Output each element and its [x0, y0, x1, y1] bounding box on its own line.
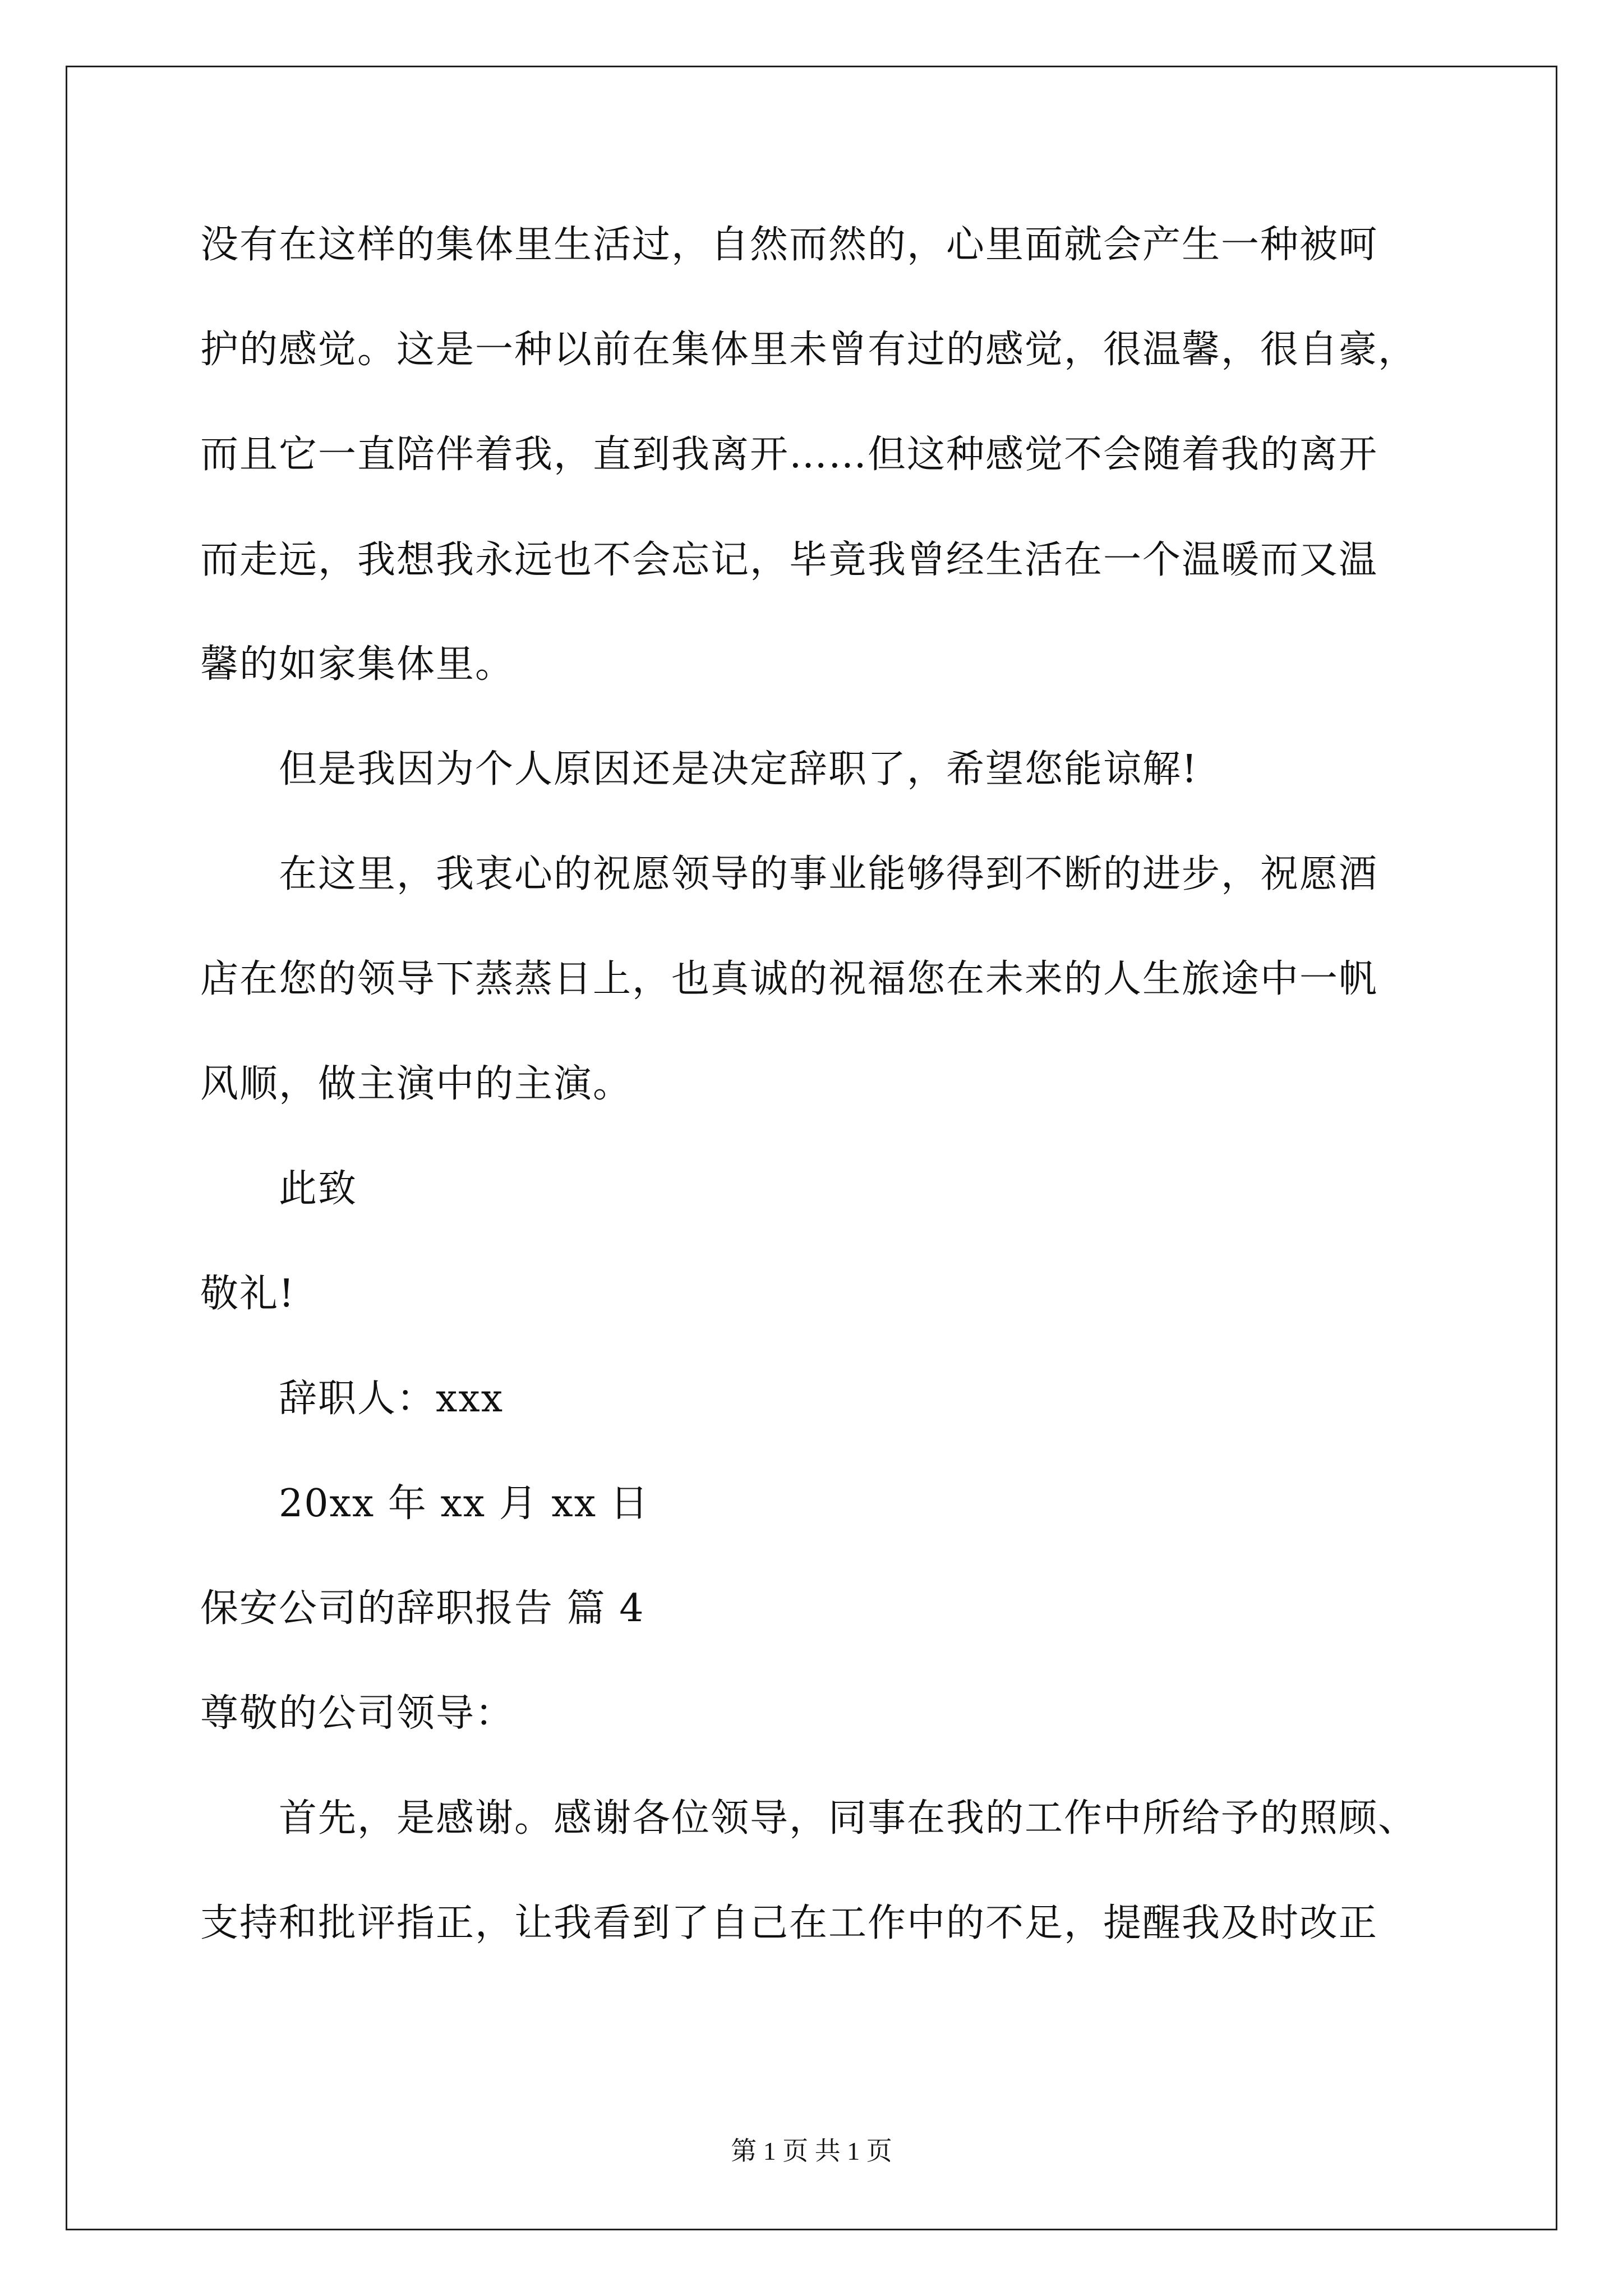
paragraph-line: 风顺，做主演中的主演。 [200, 1062, 633, 1106]
greeting-line: 尊敬的公司领导： [200, 1691, 515, 1736]
section-heading: 保安公司的辞职报告 篇 4 [200, 1586, 645, 1631]
date-line: 20xx 年 xx 月 xx 日 [279, 1481, 649, 1526]
signature-line: 辞职人：xxx [279, 1377, 504, 1421]
closing-regards: 敬礼! [200, 1272, 296, 1316]
paragraph-line: 而走远，我想我永远也不会忘记，毕竟我曾经生活在一个温暖而又温 [200, 538, 1378, 582]
paragraph-line: 支持和批评指正，让我看到了自己在工作中的不足，提醒我及时改正 [200, 1901, 1378, 1945]
page-footer: 第 1 页 共 1 页 [731, 2137, 892, 2165]
paragraph-line: 馨的如家集体里。 [200, 642, 515, 687]
paragraph-line: 没有在这样的集体里生活过，自然而然的，心里面就会产生一种被呵 [200, 223, 1378, 267]
paragraph-line: 而且它一直陪伴着我，直到我离开……但这种感觉不会随着我的离开 [200, 432, 1378, 477]
paragraph-line: 首先，是感谢。感谢各位领导，同事在我的工作中所给予的照顾、 [279, 1796, 1418, 1841]
paragraph-line: 在这里，我衷心的祝愿领导的事业能够得到不断的进步，祝愿酒 [279, 852, 1378, 896]
paragraph-line: 护的感觉。这是一种以前在集体里未曾有过的感觉，很温馨，很自豪， [200, 328, 1418, 372]
closing-salutation: 此致 [279, 1167, 358, 1211]
paragraph-line: 但是我因为个人原因还是决定辞职了，希望您能谅解! [279, 747, 1198, 792]
paragraph-line: 店在您的领导下蒸蒸日上，也真诚的祝福您在未来的人生旅途中一帆 [200, 957, 1378, 1001]
